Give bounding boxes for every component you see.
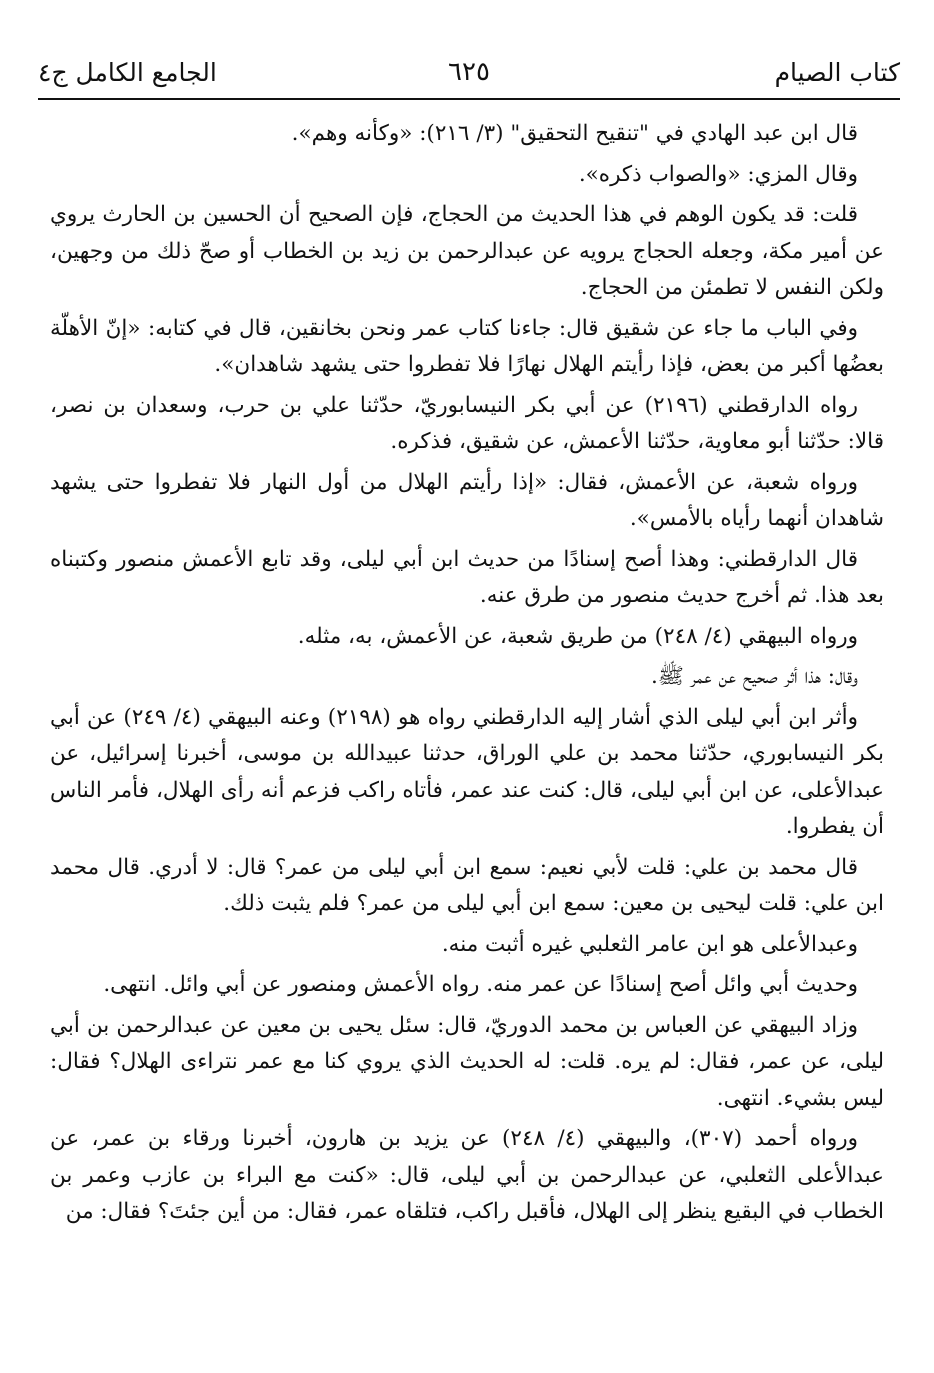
paragraph: قال ابن عبد الهادي في "تنقيح التحقيق" (٣/ ٢١٦): «وكأنه وهم».: [291, 121, 858, 146]
collection-title: الجامع الكامل ج٤: [38, 57, 217, 87]
paragraph: وقال المزي: «والصواب ذكره».: [578, 161, 858, 187]
page-number: ٦٢٥: [448, 57, 490, 87]
paragraph: ورواه البيهقي (٤/ ٢٤٨) من طريق شعبة، عن الأعمش، به، مثله.: [297, 623, 858, 649]
book-title: كتاب الصيام: [774, 57, 900, 87]
paragraph: وعبدالأعلى هو ابن عامر الثعلبي غيره أثبت منه.: [441, 931, 858, 957]
main-text: [50, 116, 884, 1235]
paragraph: ورواه أحمد (٣٠٧)، والبيهقي (٤/ ٢٤٨) عن يزيد بن هارون، أخبرنا ورقاء بن عمر، عن عبدالأعلى الثعلبي، عن عبدالرحمن بن أبي ليلى، قال: «كنت مع البراء بن عازب وعمر بن الخطاب في البقيع ينظر إلى الهلال، فأقبل راكب، فتلقاه عمر، فقال: من أين جئتَ؟ فقال: من: [50, 1126, 884, 1224]
paragraph: رواه الدارقطني (٢١٩٦) عن أبي بكر النيسابوريّ، حدّثنا علي بن حرب، وسعدان بن نصر، قالا: حدّثنا أبو معاوية، حدّثنا الأعمش، عن شقيق، فذكره.: [50, 392, 884, 454]
paragraph: وفي الباب ما جاء عن شقيق قال: جاءنا كتاب عمر ونحن بخانقين، قال في كتابه: «إنّ الأهلّة بعضُها أكبر من بعض، فإذا رأيتم الهلال نهارًا فلا تفطروا حتى يشهد شاهدان».: [50, 315, 884, 377]
paragraph: وحديث أبي وائل أصح إسنادًا عن عمر منه. رواه الأعمش ومنصور عن أبي وائل. انتهى.: [103, 972, 858, 997]
paragraph: وقال: هذا أثر صحيح عن عمر ﷺ.: [651, 664, 858, 689]
paragraph: وأثر ابن أبي ليلى الذي أشار إليه الدارقطني رواه هو (٢١٩٨) وعنه البيهقي (٤/ ٢٤٩) عن أبي بكر النيسابوري، حدّثنا محمد بن علي الوراق، حدثنا عبيدالله بن موسى، أخبرنا إسرائيل، عن عبدالأعلى، عن ابن أبي ليلى، قال: كنت عند عمر، فأتاه راكب فزعم أنه رأى الهلال، فأمر الناس أن يفطروا.: [50, 704, 884, 839]
paragraph: قال الدارقطني: وهذا أصح إسنادًا من حديث ابن أبي ليلى، وقد تابع الأعمش منصور وكتبناه بعد هذا. ثم أخرج حديث منصور من طرق عنه.: [50, 546, 884, 608]
paragraph: وزاد البيهقي عن العباس بن محمد الدوريّ، قال: سئل يحيى بن معين عن عبدالرحمن بن أبي ليلى، عن عمر، فقال: لم يره. قلت: له الحديث الذي يروي كنا مع عمر نتراءى الهلال؟ فقال: ليس بشيء. انتهى.: [50, 1012, 884, 1111]
paragraph: ورواه شعبة، عن الأعمش، فقال: «إذا رأيتم الهلال من أول النهار فلا تفطروا حتى يشهد شاهدان أنهما رأياه بالأمس».: [50, 469, 884, 531]
header-rule: [38, 98, 900, 100]
page-header: [38, 52, 900, 92]
paragraph: قلت: قد يكون الوهم في هذا الحديث من الحجاج، فإن الصحيح أن الحسين بن الحارث يروي عن أمير مكة، وجعله الحجاج يرويه عن عبدالرحمن بن زيد بن الخطاب أو صحّ ذلك من وجهين، ولكن النفس لا تطمئن من الحجاج.: [50, 202, 884, 300]
paragraph: قال محمد بن علي: قلت لأبي نعيم: سمع ابن أبي ليلى من عمر؟ قال: لا أدري. قال محمد ابن علي: قلت ليحيى بن معين: سمع ابن أبي ليلى من عمر؟ فلم يثبت ذلك.: [50, 854, 884, 916]
